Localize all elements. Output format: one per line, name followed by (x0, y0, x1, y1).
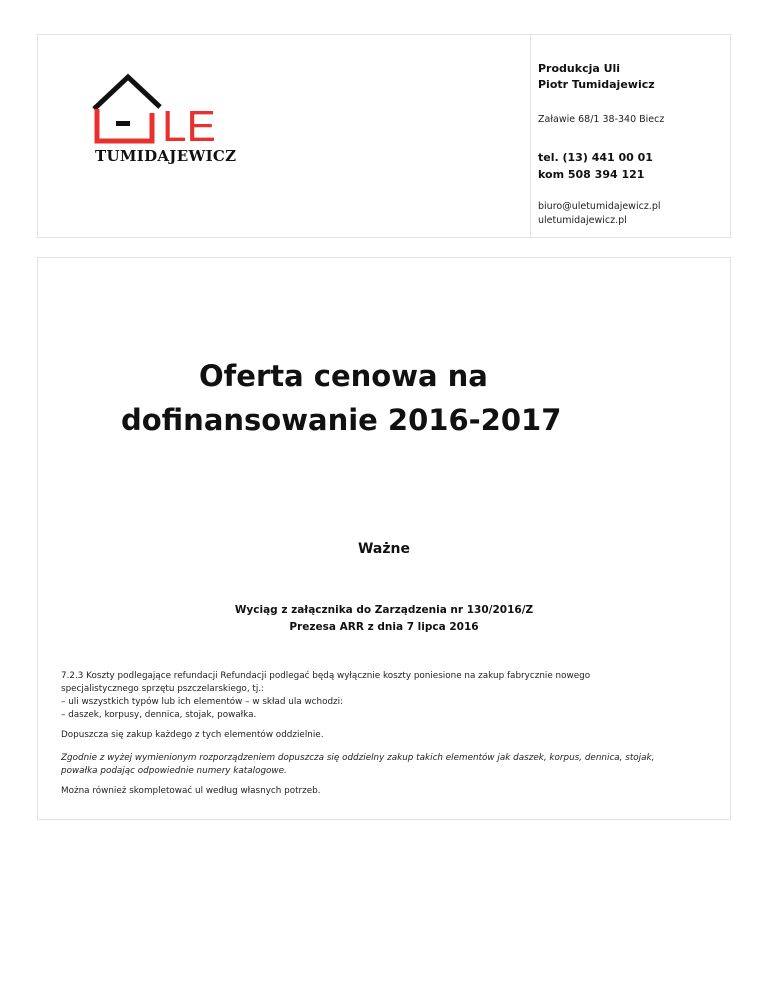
refund-paragraph (61, 670, 711, 722)
mobile-line: kom 508 394 121 (538, 168, 645, 181)
phone-numbers (538, 149, 653, 183)
paragraph-line: powałka podając odpowiednie numery katalogowe. (61, 766, 287, 776)
paragraph-line: 7.2.3 Koszty podlegające refundacji Refundacji podlegać będą wyłącznie koszty poniesione na zakup fabrycznie nowego (61, 671, 591, 681)
logo-dash (116, 121, 130, 126)
email-link[interactable]: biuro@uletumidajewicz.pl (538, 201, 661, 212)
paragraph-line: specjalistycznego sprzętu pszczelarskiego, tj.: (61, 684, 265, 694)
company-line: Produkcja Uli (538, 62, 621, 75)
phone-line: tel. (13) 441 00 01 (538, 151, 653, 164)
paragraph-line: – daszek, korpusy, dennica, stojak, powałka. (61, 710, 257, 720)
separate-purchase-paragraph: Dopuszcza się zakup każdego z tych elementów oddzielnie. (61, 730, 324, 740)
header-box (37, 34, 731, 238)
regulation-extract-heading (38, 602, 730, 636)
regulation-note-paragraph (61, 752, 711, 778)
paragraph-line: – uli wszystkich typów lub ich elementów – w skład ula wchodzi: (61, 697, 344, 707)
contact-info (538, 200, 661, 228)
website-link[interactable]: uletumidajewicz.pl (538, 215, 627, 226)
title-line: Oferta cenowa na (199, 359, 488, 393)
title-line: dofinansowanie 2016-2017 (121, 403, 562, 437)
main-content-box (37, 257, 731, 820)
custom-hive-paragraph: Można również skompletować ul według własnych potrzeb. (61, 786, 321, 796)
page-title (121, 354, 681, 442)
company-address: Załawie 68/1 38-340 Biecz (538, 114, 665, 125)
logo-wordmark: TUMIDAJEWICZ (95, 147, 237, 165)
company-line: Piotr Tumidajewicz (538, 78, 655, 91)
company-name (538, 61, 655, 93)
logo-letters: LE (162, 102, 216, 151)
header-divider (530, 35, 531, 237)
important-heading: Ważne (357, 541, 410, 557)
paragraph-line: Zgodnie z wyżej wymienionym rozporządzeniem dopuszcza się oddzielny zakup takich elementów jak daszek, korpus, dennica, stojak, (61, 753, 655, 763)
logo-roof (94, 77, 160, 109)
extract-line: Wyciąg z załącznika do Zarządzenia nr 130/2016/Z (234, 604, 534, 616)
extract-line: Prezesa ARR z dnia 7 lipca 2016 (289, 621, 479, 633)
